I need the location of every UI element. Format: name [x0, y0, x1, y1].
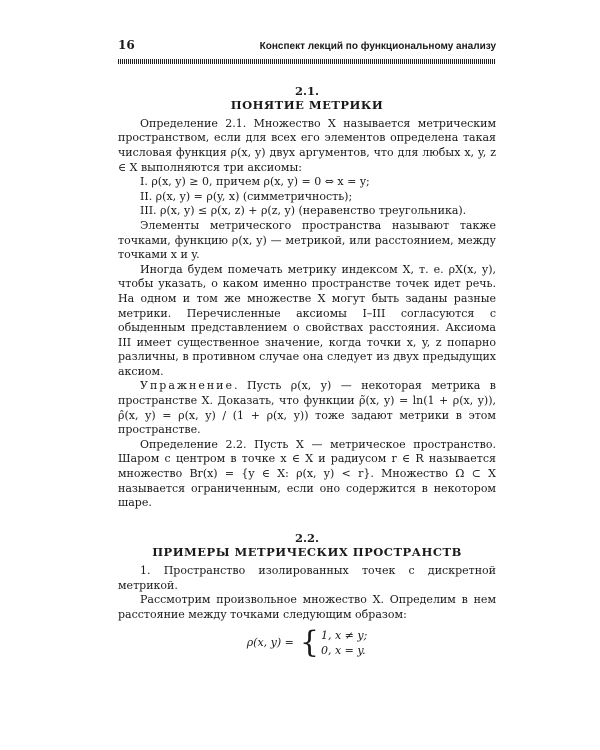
exercise-text: . Пусть ρ(x, y) — некоторая метрика в пространстве X. Доказать, что функции ρ̃(x, y) = ln(1 + ρ(x, y)), ρ̂(x, y) = ρ(x, y) / (1 + ρ(x, y)) тоже задают метрики в этом пространстве. [118, 379, 496, 437]
paragraph-elements: Элементы метрического пространства называют также точками, функцию ρ(x, y) — метрикой, или расстоянием, между точками x и y. [118, 218, 496, 262]
section-2-title: ПРИМЕРЫ МЕТРИЧЕСКИХ ПРОСТРАНСТВ [152, 545, 462, 560]
axiom-3: III. ρ(x, y) ≤ ρ(x, z) + ρ(z, y) (неравенство треугольника). [140, 204, 467, 218]
exercise-label: Упражнение [140, 379, 235, 393]
page-header [118, 38, 496, 57]
brace-symbol: { [299, 625, 319, 661]
formula-cases [321, 628, 367, 658]
axiom-1: I. ρ(x, y) ≥ 0, причем ρ(x, y) = 0 ⇔ x = y; [140, 175, 370, 189]
book-page [118, 38, 496, 661]
discrete-metric-formula [118, 625, 496, 661]
header-rule [118, 59, 496, 64]
page-number: 16 [118, 38, 135, 52]
formula-lhs: ρ(x, y) = [246, 636, 294, 650]
paragraph-example-1: 1. Пространство изолированных точек с дискретной метрикой. [118, 564, 496, 592]
section-2-number: 2.2. [294, 530, 319, 545]
axiom-2: II. ρ(x, y) = ρ(y, x) (симметричность); [140, 189, 353, 203]
case-1: 1, x ≠ y; [320, 629, 368, 643]
case-2: 0, x = y. [320, 644, 366, 658]
exercise-paragraph [118, 379, 496, 437]
section-1-title: ПОНЯТИЕ МЕТРИКИ [230, 98, 384, 113]
definition-2-2: Определение 2.2. Пусть X — метрическое пространство. Шаром с центром в точке x ∈ X и радиусом r ∈ R называется множество Br(x) = {y ∈ X: ρ(x, y) < r}. Множество Ω ⊂ X называется ограниченным, если оно содержится в некотором шаре. [118, 437, 496, 510]
paragraph-index: Иногда будем помечать метрику индексом X, т. е. ρX(x, y), чтобы указать, о каком именно пространстве точек идет речь. На одном и том же множестве X могут быть заданы разные метрики. Перечисленные аксиомы I–III согласуются с обыденным представлением о свойствах расстояния. Аксиома III имеет существенное значение, когда точки x, y, z попарно различны, в противном случае она следует из двух предыдущих аксиом. [118, 262, 496, 378]
running-title: Конспект лекций по функциональному анализу [259, 41, 496, 52]
section-1-number: 2.1. [294, 83, 319, 98]
definition-2-1: Определение 2.1. Множество X называется метрическим пространством, если для всех его элементов определена такая числовая функция ρ(x, y) двух аргументов, что для любых x, y, z ∈ X выполняются три аксиомы: [118, 116, 496, 174]
paragraph-consider: Рассмотрим произвольное множество X. Определим в нем расстояние между точками следующим образом: [118, 593, 496, 621]
